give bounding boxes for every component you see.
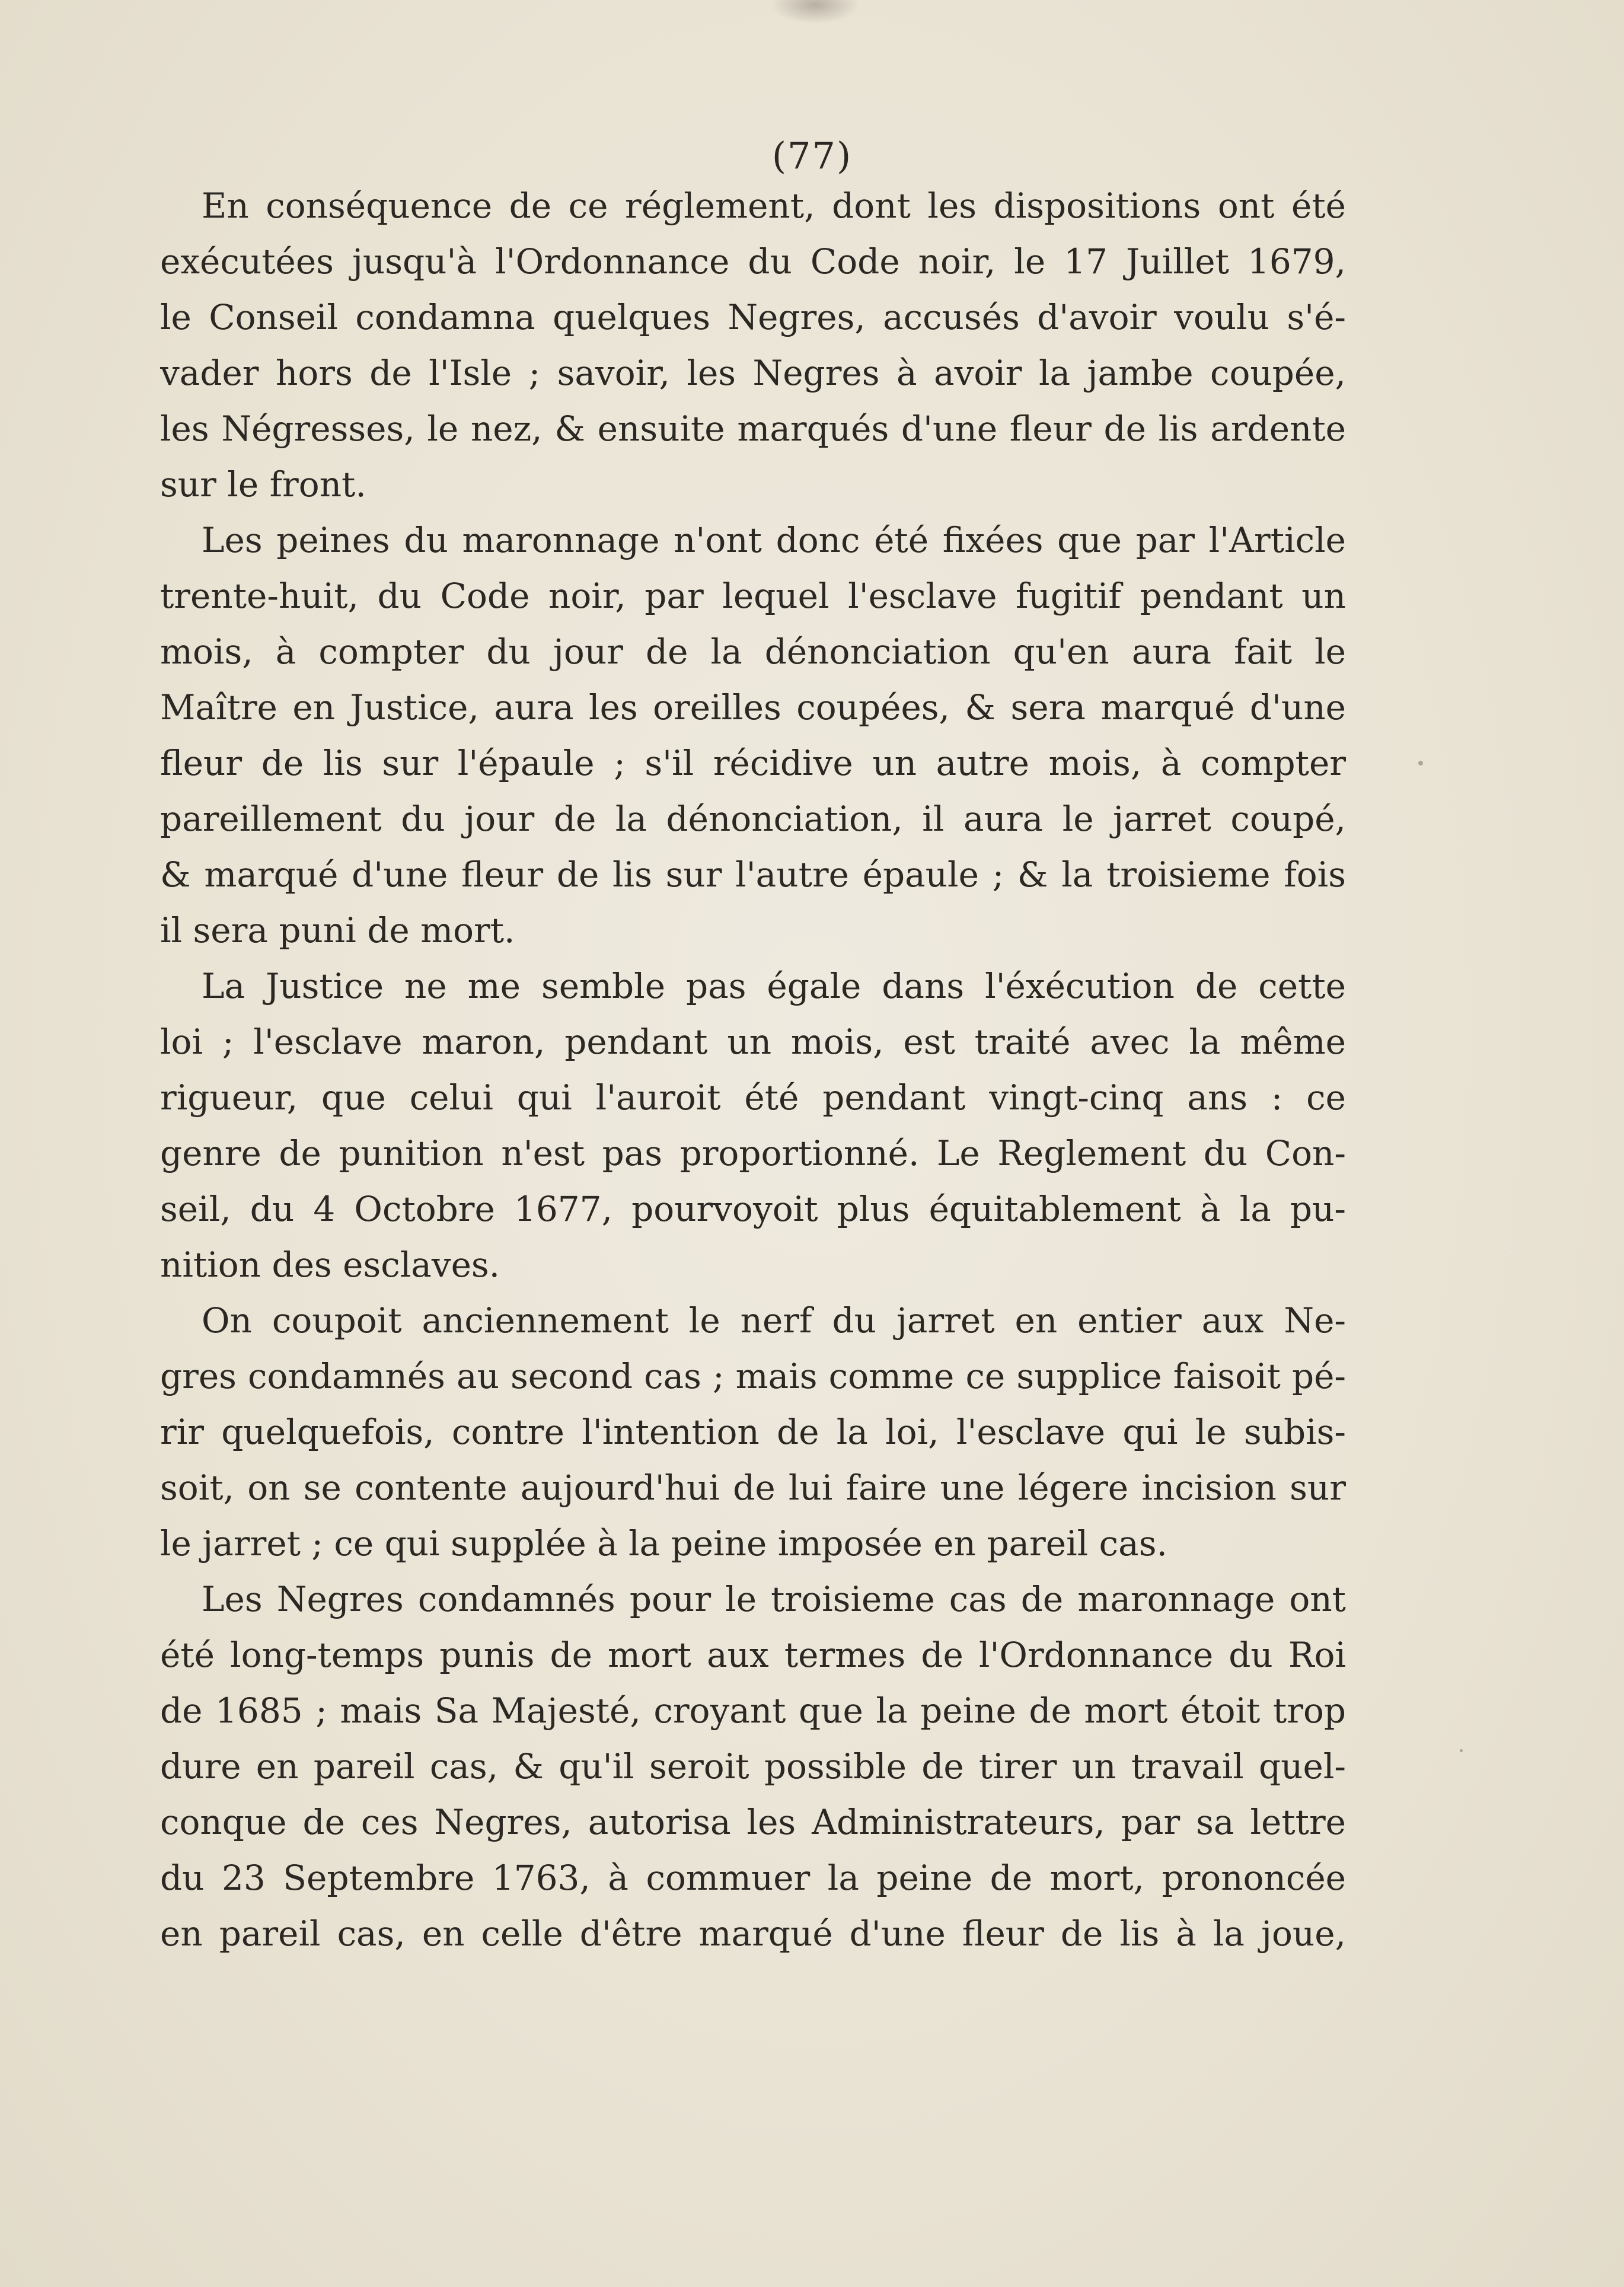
text-line: été long-temps punis de mort aux termes de l'Ordonnance du Roi (160, 1635, 1346, 1675)
text-line: rir quelquefois, contre l'intention de la loi, l'esclave qui le subis- (160, 1412, 1346, 1452)
text-line: On coupoit anciennement le nerf du jarret en entier aux Ne- (202, 1300, 1346, 1341)
text-line: Maître en Justice, aura les oreilles coupées, & sera marqué d'une (160, 687, 1346, 728)
text-line: conque de ces Negres, autorisa les Administrateurs, par sa lettre (160, 1802, 1346, 1842)
text-line: La Justice ne me semble pas égale dans l'éxécution de cette (202, 966, 1346, 1006)
text-line: rigueur, que celui qui l'auroit été pendant vingt-cinq ans : ce (160, 1077, 1346, 1118)
paper-speck (1460, 1749, 1463, 1752)
text-line: du 23 Septembre 1763, à commuer la peine de mort, prononcée (160, 1858, 1346, 1898)
text-line: soit, on se contente aujourd'hui de lui faire une légere incision sur (160, 1468, 1346, 1508)
text-line: Les Negres condamnés pour le troisieme cas de maronnage ont (202, 1579, 1346, 1619)
text-line: mois, à compter du jour de la dénonciation qu'en aura fait le (160, 631, 1346, 672)
text-line: fleur de lis sur l'épaule ; s'il récidive un autre mois, à compter (160, 743, 1346, 783)
text-line: loi ; l'esclave maron, pendant un mois, est traité avec la même (160, 1022, 1346, 1062)
text-line: les Négresses, le nez, & ensuite marqués d'une fleur de lis ardente (160, 409, 1346, 449)
body-text (160, 178, 1346, 1961)
text-line: En conséquence de ce réglement, dont les dispositions ont été (202, 186, 1346, 226)
text-line: nition des esclaves. (160, 1245, 500, 1285)
text-line: genre de punition n'est pas proportionné. Le Reglement du Con- (160, 1133, 1346, 1173)
paper-stain (771, 0, 860, 24)
text-line: vader hors de l'Isle ; savoir, les Negres à avoir la jambe coupée, (160, 353, 1346, 393)
text-line: & marqué d'une fleur de lis sur l'autre épaule ; & la troisieme fois (160, 854, 1346, 895)
text-line: il sera puni de mort. (160, 910, 515, 950)
text-line: le jarret ; ce qui supplée à la peine imposée en pareil cas. (160, 1523, 1167, 1564)
page-number: (77) (771, 134, 853, 177)
text-line: gres condamnés au second cas ; mais comme ce supplice faisoit pé- (160, 1356, 1346, 1396)
paper-speck (1418, 761, 1423, 765)
text-line: sur le front. (160, 464, 366, 505)
text-line: Les peines du maronnage n'ont donc été fixées que par l'Article (202, 520, 1346, 560)
text-line: le Conseil condamna quelques Negres, accusés d'avoir voulu s'é- (160, 297, 1346, 337)
text-line: pareillement du jour de la dénonciation, il aura le jarret coupé, (160, 799, 1346, 839)
text-line: seil, du 4 Octobre 1677, pourvoyoit plus équitablement à la pu- (160, 1189, 1346, 1229)
text-line: en pareil cas, en celle d'être marqué d'une fleur de lis à la joue, (160, 1913, 1346, 1954)
text-line: exécutées jusqu'à l'Ordonnance du Code noir, le 17 Juillet 1679, (160, 241, 1346, 282)
text-line: de 1685 ; mais Sa Majesté, croyant que la peine de mort étoit trop (160, 1690, 1346, 1731)
text-line: trente-huit, du Code noir, par lequel l'esclave fugitif pendant un (160, 576, 1346, 616)
text-line: dure en pareil cas, & qu'il seroit possible de tirer un travail quel- (160, 1746, 1346, 1787)
